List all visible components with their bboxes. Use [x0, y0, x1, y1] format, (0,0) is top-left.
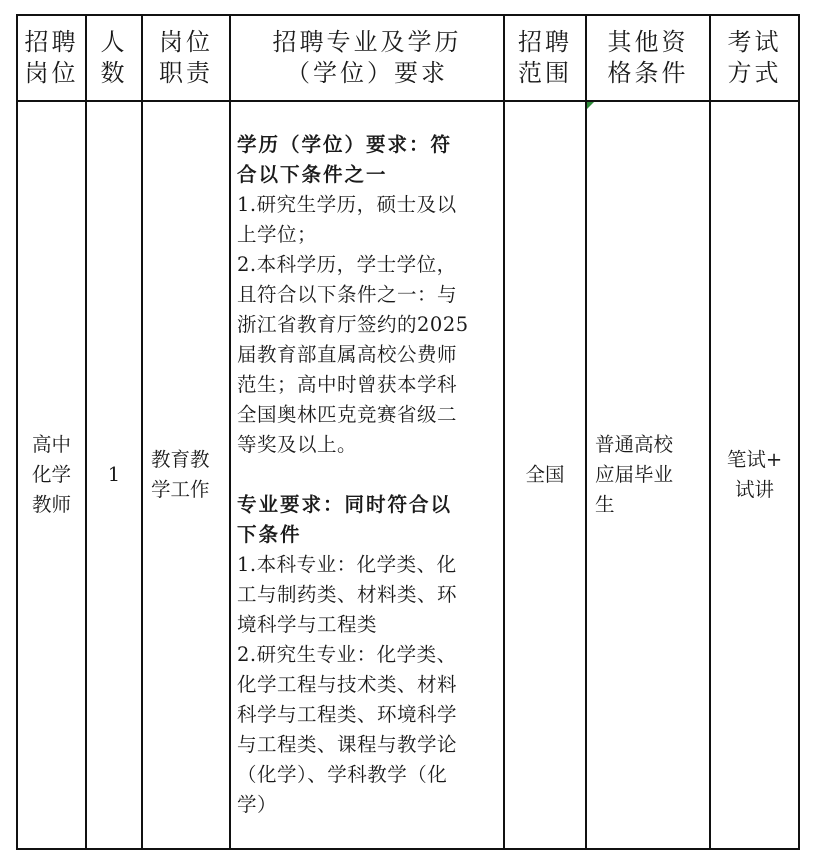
cell-scope: 全国: [504, 101, 586, 849]
spacer: [237, 460, 499, 490]
header-row: [17, 15, 799, 101]
degree-item: 浙江省教育厅签约的2025: [237, 313, 469, 336]
cell-requirements: [230, 101, 504, 849]
cell-count: 1: [86, 101, 142, 849]
major-item: 境科学与工程类: [237, 613, 378, 636]
header-count: 人 数: [86, 15, 142, 101]
header-duty: 岗位 职责: [142, 15, 230, 101]
cell-duty: 教育教 学工作: [142, 101, 230, 849]
cell-exam-method: 笔试+ 试讲: [710, 101, 799, 849]
major-title: 专业要求：同时符合以: [237, 493, 453, 516]
table-row: [17, 101, 799, 849]
degree-title: 学历（学位）要求：符: [237, 133, 453, 156]
degree-item: 上学位；: [237, 223, 318, 246]
cell-position: 高中 化学 教师: [17, 101, 86, 849]
major-item: 工与制药类、材料类、环: [237, 583, 458, 606]
degree-item: 且符合以下条件之一：与: [237, 283, 458, 306]
degree-item: 2.本科学历，学士学位，: [237, 253, 457, 276]
major-item: 学）: [237, 793, 278, 816]
major-item: 与工程类、课程与教学论: [237, 733, 458, 756]
degree-item: 届教育部直属高校公费师: [237, 343, 458, 366]
degree-item: 范生；高中时曾获本学科: [237, 373, 458, 396]
major-item: 化学工程与技术类、材料: [237, 673, 458, 696]
major-title: 下条件: [237, 523, 302, 546]
degree-item: 全国奥林匹克竞赛省级二: [237, 403, 458, 426]
major-item: 科学与工程类、环境科学: [237, 703, 458, 726]
cell-other-qualifications: 普通高校 应届毕业 生: [586, 101, 710, 849]
header-exam-method: 考试 方式: [710, 15, 799, 101]
degree-item: 1.研究生学历，硕士及以: [237, 193, 457, 216]
header-position: 招聘 岗位: [17, 15, 86, 101]
header-scope: 招聘 范围: [504, 15, 586, 101]
major-item: 1.本科专业：化学类、化: [237, 553, 457, 576]
header-requirements: 招聘专业及学历 （学位）要求: [230, 15, 504, 101]
recruitment-table: [16, 14, 800, 850]
header-other-qualifications: 其他资 格条件: [586, 15, 710, 101]
comment-marker-icon: [587, 102, 594, 109]
degree-title: 合以下条件之一: [237, 163, 388, 186]
major-item: （化学）、学科教学（化: [237, 763, 448, 786]
major-item: 2.研究生专业：化学类、: [237, 643, 457, 666]
degree-item: 等奖及以上。: [237, 433, 358, 456]
